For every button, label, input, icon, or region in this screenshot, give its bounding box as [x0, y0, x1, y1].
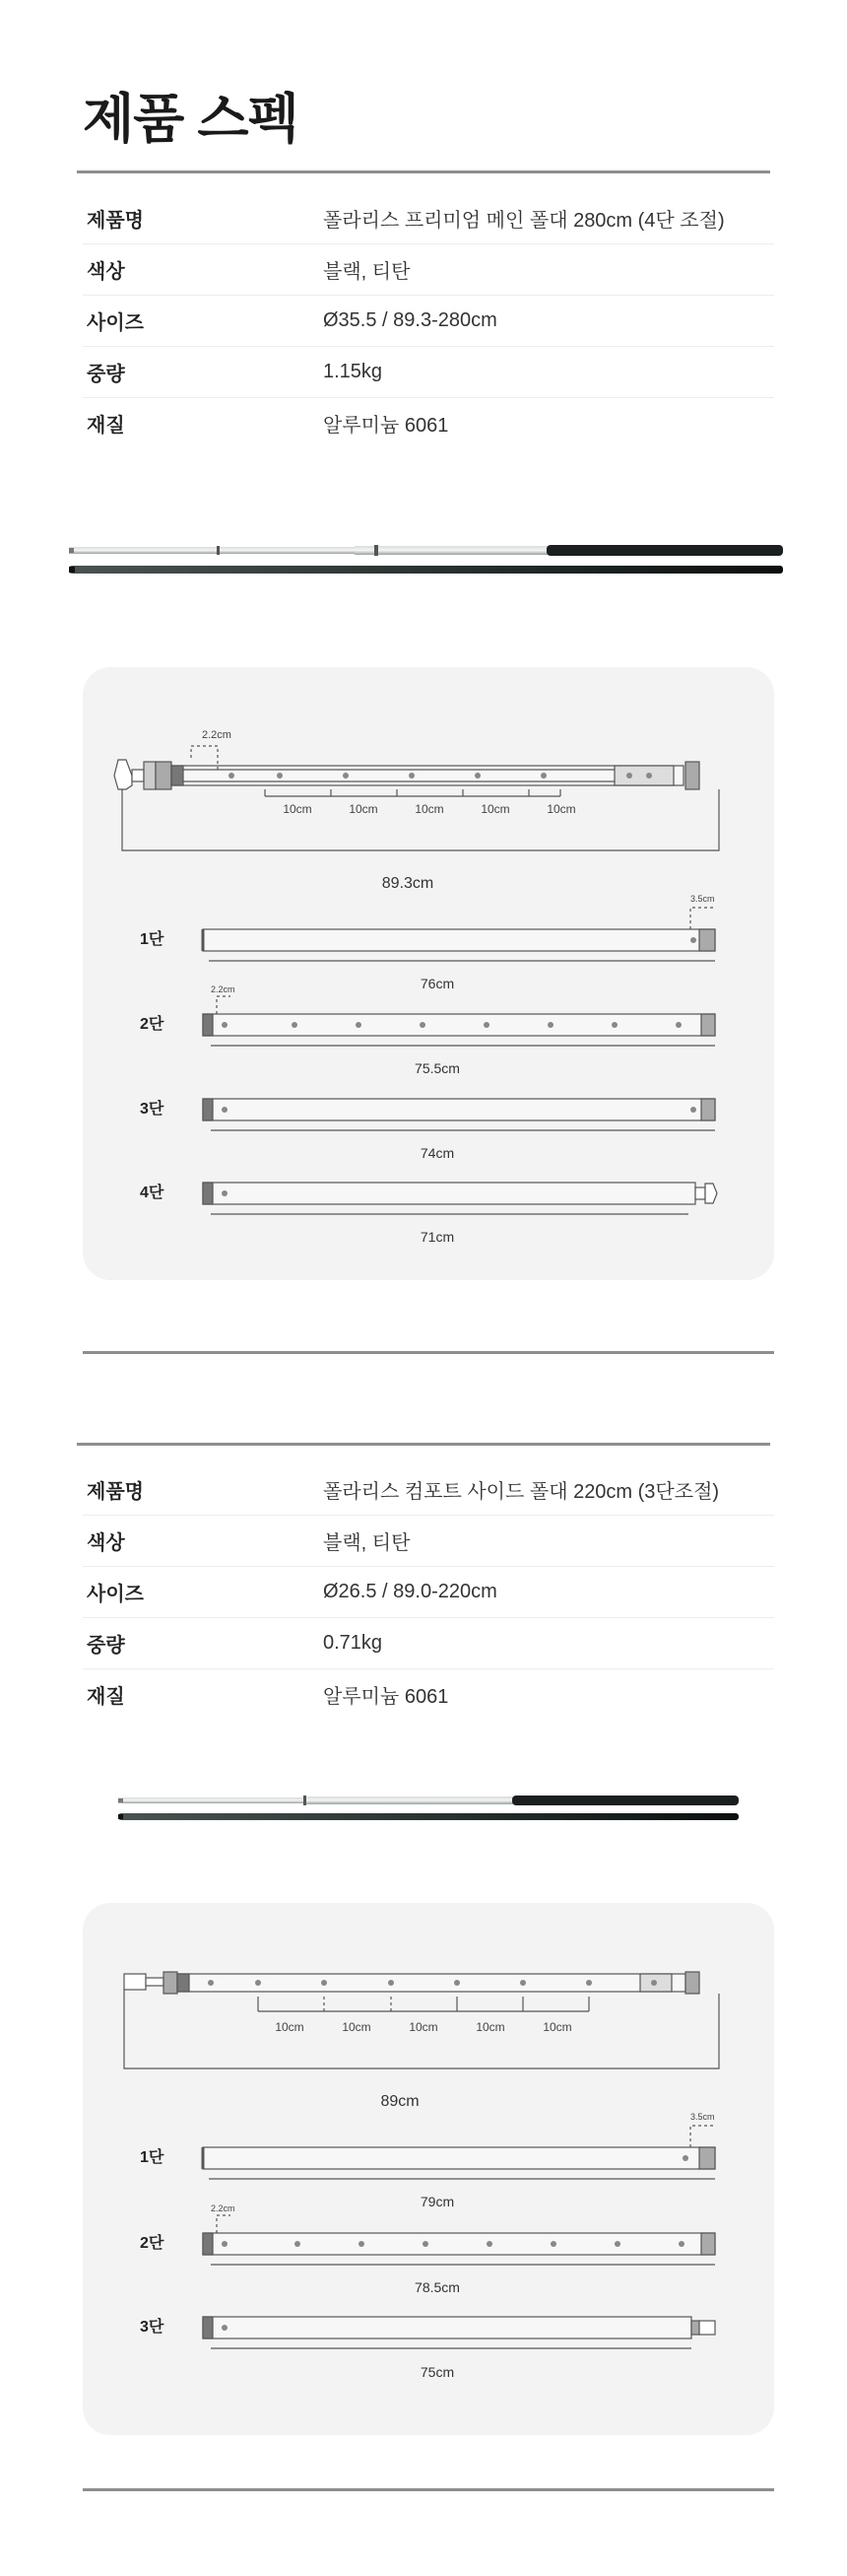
size-diagram-side-pole: [83, 1903, 774, 2435]
spec-value: 폴라리스 프리미엄 메인 폴대 280cm (4단 조절): [323, 210, 725, 232]
dimension-label: 2.2cm: [211, 984, 235, 994]
spec-row-color: [83, 1516, 774, 1567]
spec-row-weight: [83, 347, 774, 398]
spacing-label: 10cm: [476, 2020, 505, 2034]
spacing-label: 10cm: [415, 802, 444, 816]
product-photo-main-pole: [59, 532, 788, 601]
spec-row-color: [83, 244, 774, 296]
spacing-label: 10cm: [543, 2020, 572, 2034]
spec-table: [83, 1464, 774, 1720]
stage-length-label: 78.5cm: [415, 2279, 460, 2295]
spacing-label: 10cm: [342, 2020, 371, 2034]
spec-row-size: [83, 1567, 774, 1618]
dimension-label: 3.5cm: [690, 894, 715, 904]
stage-length-label: 74cm: [420, 1145, 455, 1161]
spec-row-size: [83, 296, 774, 347]
spacing-label: 10cm: [547, 802, 576, 816]
dimension-label: 2.2cm: [202, 729, 231, 741]
stage-length-label: 71cm: [420, 1229, 455, 1245]
assembled-pole-drawing: [114, 746, 719, 850]
spec-label: 제품명: [87, 210, 144, 232]
spec-row-material: [83, 1669, 774, 1720]
stage-label: 2단: [140, 2235, 164, 2252]
stage-label: 4단: [140, 1185, 164, 1201]
spec-label: 색상: [87, 1532, 125, 1554]
section-divider: [83, 2488, 774, 2491]
spec-label: 사이즈: [87, 312, 144, 334]
spec-label: 제품명: [87, 1481, 144, 1503]
total-length-label: 89.3cm: [381, 875, 434, 892]
spec-label: 재질: [87, 415, 125, 437]
spec-row-material: [83, 398, 774, 448]
spacing-label: 10cm: [283, 802, 312, 816]
total-length-label: 89cm: [380, 2093, 420, 2110]
dimension-label: 2.2cm: [211, 2203, 235, 2213]
stage-label: 1단: [140, 2149, 164, 2166]
stage-label: 2단: [140, 1016, 164, 1033]
spec-value: 블랙, 티탄: [323, 1532, 411, 1554]
spec-label: 재질: [87, 1686, 125, 1708]
spec-value: 알루미늄 6061: [323, 415, 449, 437]
spec-value: 0.71kg: [323, 1632, 383, 1654]
stage-length-label: 76cm: [420, 976, 455, 991]
stage-label: 3단: [140, 1101, 164, 1118]
dimension-label: 3.5cm: [690, 2112, 715, 2122]
spec-value: 1.15kg: [323, 361, 383, 382]
stage-label: 3단: [140, 2319, 164, 2336]
section-divider: [83, 1351, 774, 1354]
spec-row-weight: [83, 1618, 774, 1669]
spec-label: 사이즈: [87, 1584, 144, 1605]
spec-row-name: [83, 193, 774, 244]
section-divider: [77, 1443, 770, 1446]
spacing-label: 10cm: [275, 2020, 304, 2034]
size-diagram-main-pole: [83, 667, 774, 1280]
product-photo-side-pole: [108, 1784, 749, 1843]
spacing-label: 10cm: [409, 2020, 438, 2034]
stage-length-label: 79cm: [420, 2194, 455, 2209]
stage-length-label: 75.5cm: [415, 1060, 460, 1076]
spec-value: Ø26.5 / 89.0-220cm: [323, 1581, 497, 1602]
section-divider: [77, 170, 770, 173]
spec-value: 알루미늄 6061: [323, 1686, 449, 1708]
spec-value: Ø35.5 / 89.3-280cm: [323, 309, 497, 331]
page-title: 제품 스펙: [83, 90, 298, 149]
spec-value: 폴라리스 컴포트 사이드 폴대 220cm (3단조절): [323, 1481, 720, 1503]
stage-label: 1단: [140, 931, 164, 948]
stage-length-label: 75cm: [420, 2364, 455, 2380]
spec-table: [83, 193, 774, 448]
spacing-label: 10cm: [481, 802, 510, 816]
spacing-label: 10cm: [349, 802, 378, 816]
spec-label: 중량: [87, 1635, 125, 1657]
spec-label: 중량: [87, 364, 125, 385]
spec-row-name: [83, 1464, 774, 1516]
spec-label: 색상: [87, 261, 125, 283]
spec-value: 블랙, 티탄: [323, 261, 411, 283]
